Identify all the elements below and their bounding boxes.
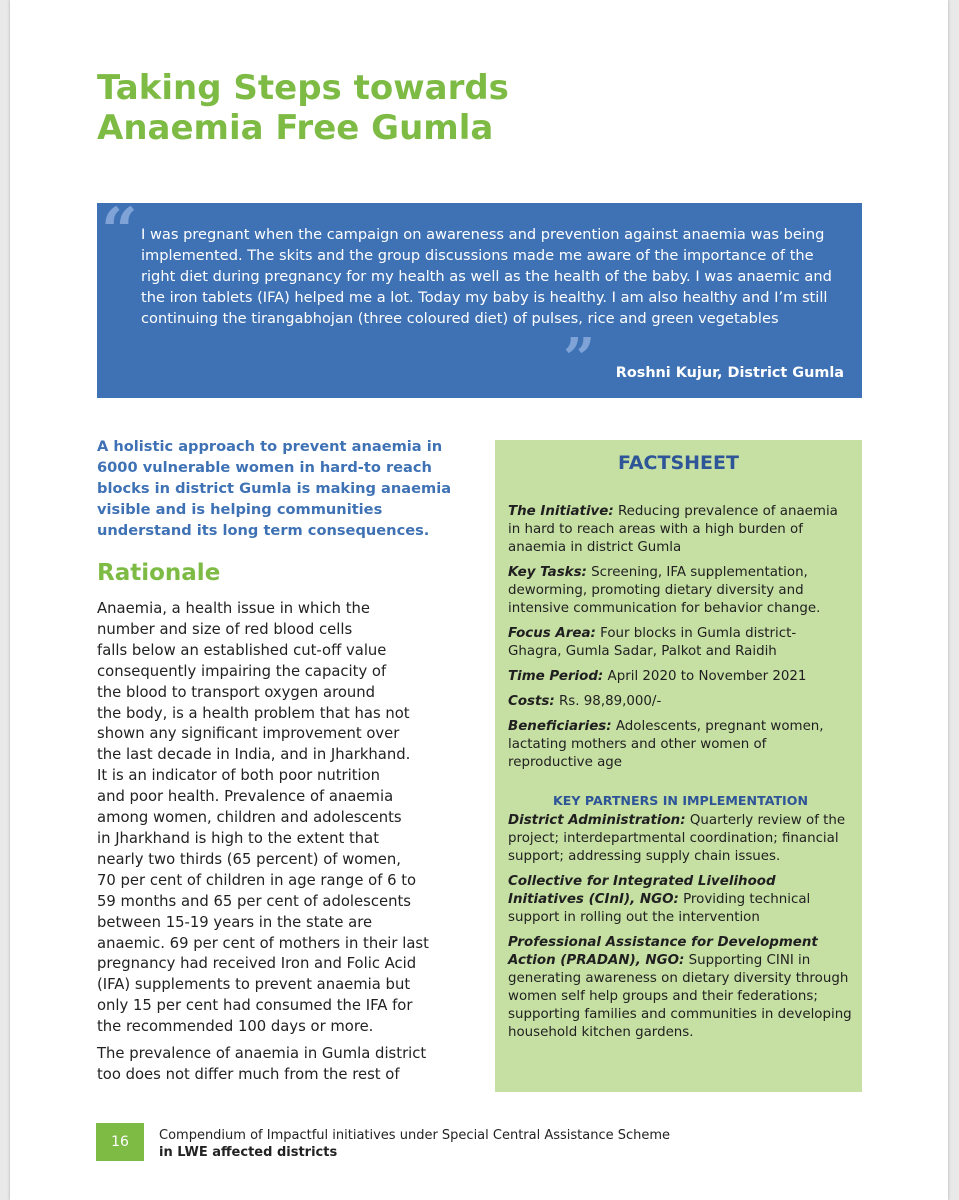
factsheet-item bbox=[508, 564, 853, 618]
factsheet-item bbox=[508, 718, 853, 772]
factsheet-item-label: Key Tasks: bbox=[508, 565, 587, 580]
page-number-badge: 16 bbox=[96, 1123, 144, 1161]
footer-caption bbox=[159, 1127, 670, 1161]
partner-text: Supporting CINI in generating awareness on dietary diversity through women self help groups and their federations; supporting families and communities in developing household kitchen gardens. bbox=[508, 953, 852, 1040]
rationale-paragraph-1: Anaemia, a health issue in which the number and size of red blood cells falls below an established cut-off value consequently impairing the capacity of the blood to transport oxygen around the body, is a health problem that has not shown any significant improvement over the last decade in India, and in Jharkhand. It is an indicator of both poor nutrition and poor health. Prevalence of anaemia among women, children and adolescents in Jharkhand is high to the extent that nearly two thirds (65 percent) of women, 70 per cent of children in age range of 6 to 59 months and 65 per cent of adolescents between 15-19 years in the state are anaemic. 69 per cent of mothers in their last pregnancy had received Iron and Folic Acid (IFA) supplements to prevent anaemia but only 15 per cent had consumed the IFA for the recommended 100 days or more. bbox=[97, 600, 429, 1036]
factsheet-item-label: Beneficiaries: bbox=[508, 719, 612, 734]
factsheet-item-text: Four blocks in Gumla district- Ghagra, Gumla Sadar, Palkot and Raidih bbox=[508, 626, 797, 659]
factsheet-item-label: Time Period: bbox=[508, 669, 604, 684]
factsheet-item-label: Focus Area: bbox=[508, 626, 596, 641]
factsheet-item-text: Adolescents, pregnant women, lactating mothers and other women of reproductive age bbox=[508, 719, 824, 770]
title-line-1: Taking Steps towards bbox=[97, 68, 509, 108]
partner-item bbox=[508, 812, 853, 866]
factsheet-item-label: Costs: bbox=[508, 694, 555, 709]
partner-text: Providing technical support in rolling out the intervention bbox=[508, 892, 811, 925]
lead-paragraph: A holistic approach to prevent anaemia in 6000 vulnerable women in hard-to reach blocks in district Gumla is making anaemia visible and is helping communities understand its long term consequences. bbox=[97, 438, 452, 539]
factsheet-item bbox=[508, 693, 853, 711]
factsheet-item bbox=[508, 503, 853, 557]
footer-line-1: Compendium of Impactful initiatives under Special Central Assistance Scheme bbox=[159, 1128, 671, 1143]
partners-heading: KEY PARTNERS IN IMPLEMENTATION bbox=[553, 793, 808, 808]
close-quote-icon: ” bbox=[563, 326, 596, 392]
testimonial-box bbox=[97, 194, 862, 398]
factsheet-box bbox=[495, 440, 862, 1092]
testimonial-text: I was pregnant when the campaign on awareness and prevention against anaemia was being implemented. The skits and the group discussions made me aware of the importance of the right diet during pregnancy for my health as well as the health of the baby. I was anaemic and the iron tablets (IFA) helped me a lot. Today my baby is healthy. I am also healthy and I’m still continuing the tirangabhojan (three coloured diet) of pulses, rice and green vegetables bbox=[141, 226, 832, 327]
partner-label: Collective for Integrated Livelihood Initiatives (CInI), NGO: bbox=[508, 874, 776, 907]
partner-item bbox=[508, 873, 853, 927]
factsheet-item-text: Reducing prevalence of anaemia in hard to reach areas with a high burden of anaemia in district Gumla bbox=[508, 504, 838, 555]
partner-text: Quarterly review of the project; interdepartmental coordination; financial support; addressing supply chain issues. bbox=[508, 813, 846, 864]
factsheet-items bbox=[508, 503, 853, 1049]
open-quote-icon: “ bbox=[101, 194, 138, 269]
footer-line-2: in LWE affected districts bbox=[159, 1145, 338, 1160]
factsheet-item-label: The Initiative: bbox=[508, 504, 614, 519]
page-title bbox=[97, 68, 509, 148]
title-line-2: Anaemia Free Gumla bbox=[97, 108, 494, 148]
factsheet-item-text: Screening, IFA supplementation, deworming, promoting dietary diversity and intensive communication for behavior change. bbox=[508, 565, 821, 616]
factsheet-item-text: Rs. 98,89,000/- bbox=[554, 694, 662, 709]
factsheet-item-text: April 2020 to November 2021 bbox=[603, 669, 807, 684]
factsheet-item bbox=[508, 625, 853, 661]
factsheet-item bbox=[508, 668, 853, 686]
partner-label: District Administration: bbox=[508, 813, 686, 828]
factsheet-title: FACTSHEET bbox=[618, 452, 739, 474]
rationale-heading: Rationale bbox=[97, 560, 221, 586]
partner-label: Professional Assistance for Development Action (PRADAN), NGO: bbox=[508, 935, 818, 968]
rationale-paragraph-2: The prevalence of anaemia in Gumla district too does not differ much from the rest of bbox=[97, 1045, 427, 1083]
testimonial-author: Roshni Kujur, District Gumla bbox=[615, 365, 844, 381]
partner-item bbox=[508, 934, 853, 1042]
